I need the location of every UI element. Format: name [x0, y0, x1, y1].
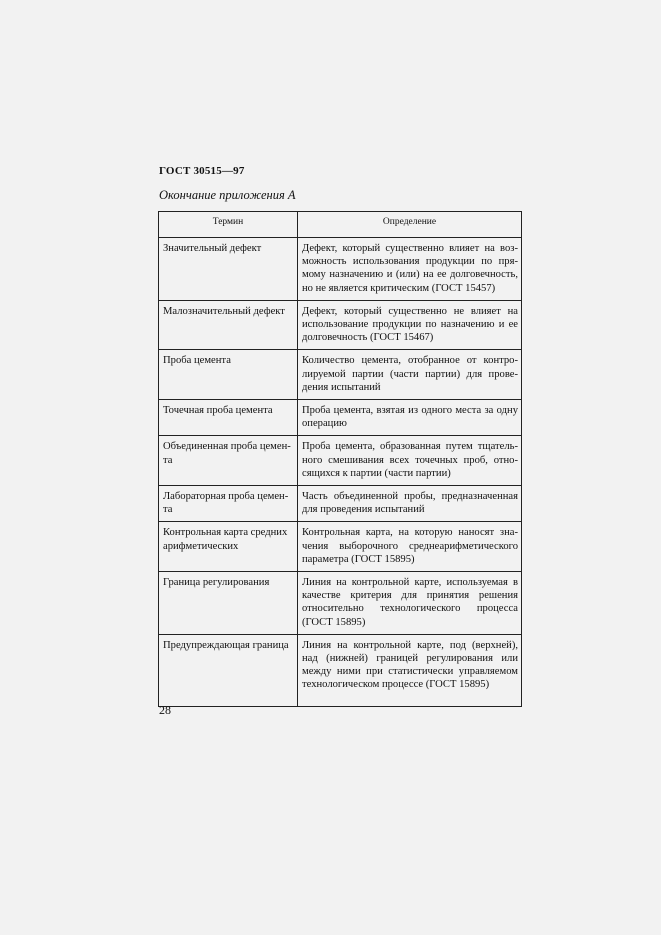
- definition-cell: Проба цемента, образованная путем тщатель-ного смешивания всех точечных проб, отно-сящихся к партии (части партии): [298, 436, 522, 486]
- term-cell: Проба цемента: [159, 350, 298, 400]
- terms-table-container: [158, 211, 521, 707]
- definition-cell: Линия на контрольной карте, используемая в качестве критерия для принятия решения относительно технологического процесса (ГОСТ 15895): [298, 572, 522, 635]
- definition-cell: Дефект, который существенно влияет на воз-можность использования продукции по пря-мому назначению и (или) на ее долговечность, но не является критическим (ГОСТ 15457): [298, 238, 522, 301]
- definition-cell: Контрольная карта, на которую наносят зна-чения выборочного среднеарифметического параметра (ГОСТ 15895): [298, 522, 522, 572]
- term-cell: Предупреждающая граница: [159, 634, 298, 706]
- table-row: [159, 238, 522, 301]
- table-row: [159, 634, 522, 706]
- page-number: 28: [159, 703, 171, 717]
- term-cell: Граница регулирования: [159, 572, 298, 635]
- term-cell: Контрольная карта средних арифметических: [159, 522, 298, 572]
- table-row: [159, 486, 522, 522]
- table-row: [159, 436, 522, 486]
- term-cell: Объединенная проба цемен-та: [159, 436, 298, 486]
- terms-table: [158, 211, 522, 707]
- appendix-caption: Окончание приложения А: [159, 188, 296, 202]
- definition-cell: Дефект, который существенно не влияет на использование продукции по назначению и ее долговечность (ГОСТ 15467): [298, 300, 522, 350]
- term-cell: Точечная проба цемента: [159, 400, 298, 436]
- table-row: [159, 400, 522, 436]
- term-cell: Лабораторная проба цемен-та: [159, 486, 298, 522]
- column-header-term: Термин: [159, 212, 298, 238]
- definition-cell: Количество цемента, отобранное от контро-лируемой партии (части партии) для прове-дения испытаний: [298, 350, 522, 400]
- table-row: [159, 572, 522, 635]
- term-cell: Малозначительный дефект: [159, 300, 298, 350]
- definition-cell: Часть объединенной пробы, предназначенная для проведения испытаний: [298, 486, 522, 522]
- table-row: [159, 522, 522, 572]
- table-header-row: [159, 212, 522, 238]
- table-row: [159, 350, 522, 400]
- column-header-definition: Определение: [298, 212, 522, 238]
- standard-header: ГОСТ 30515—97: [159, 165, 245, 177]
- definition-cell: Проба цемента, взятая из одного места за одну операцию: [298, 400, 522, 436]
- table-row: [159, 300, 522, 350]
- definition-cell: Линия на контрольной карте, под (верхней), над (нижней) границей регулирования или между ними при статистически управляемом технологическом процессе (ГОСТ 15895): [298, 634, 522, 706]
- term-cell: Значительный дефект: [159, 238, 298, 301]
